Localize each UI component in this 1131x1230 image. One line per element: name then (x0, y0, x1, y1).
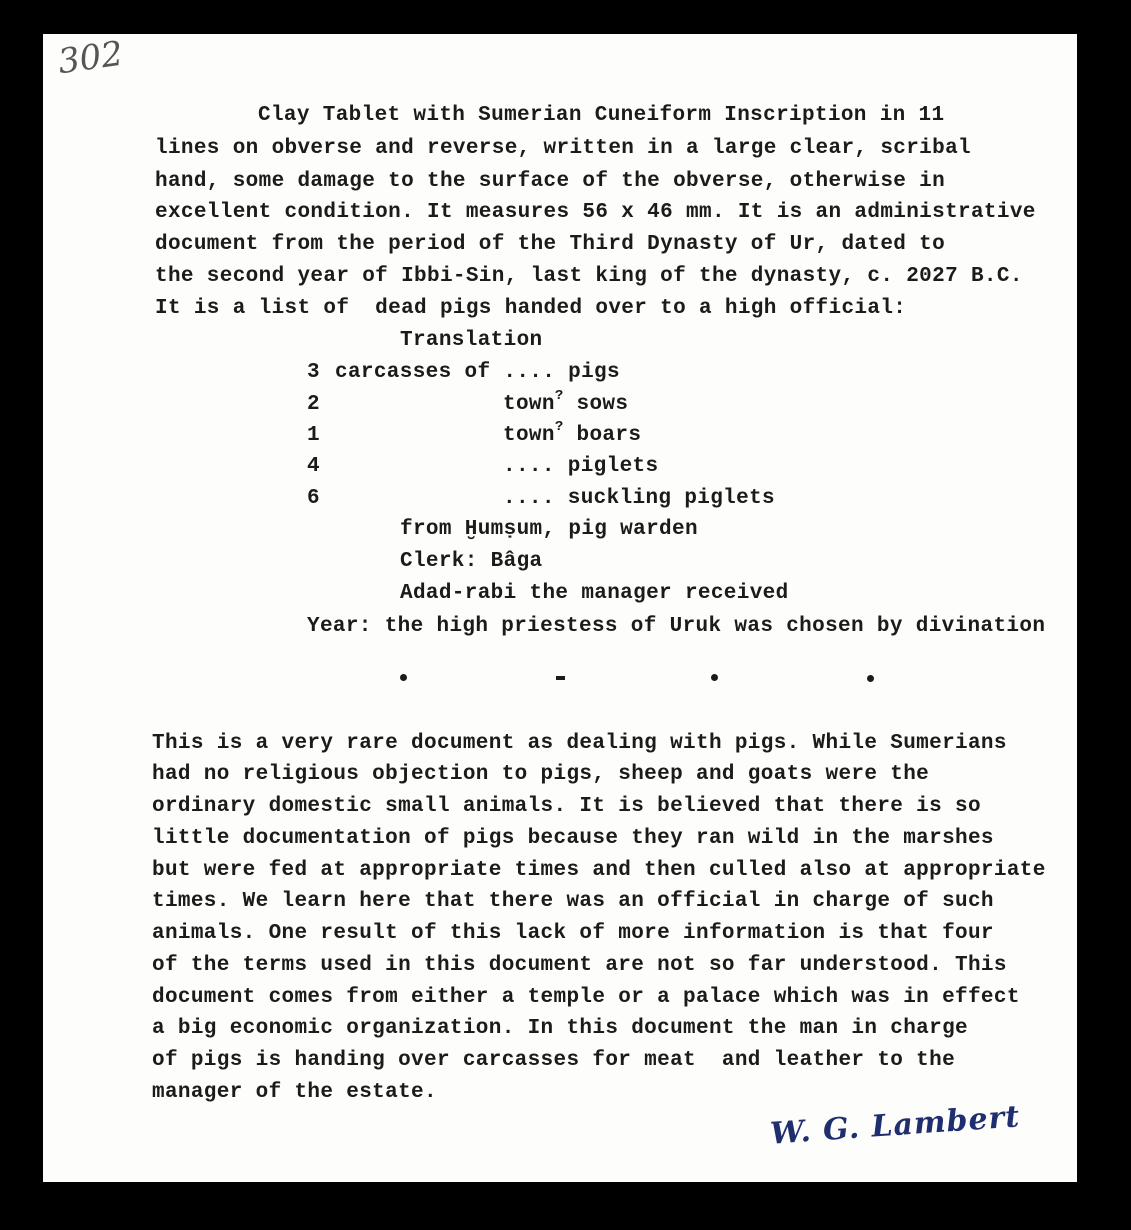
year-line: Year: the high priestess of Uruk was chosen by divination (307, 615, 1046, 638)
item-qty-2: 2 (307, 393, 320, 416)
commentary-line-4: little documentation of pigs because they ran wild in the marshes (152, 827, 994, 850)
intro-line-7: It is a list of dead pigs handed over to a high official: (155, 297, 907, 320)
intro-line-5: document from the period of the Third Dynasty of Ur, dated to (155, 233, 946, 256)
separator-dot-3 (867, 675, 874, 682)
item-text-3: town? boars (503, 419, 642, 447)
item-qty-4: 4 (307, 455, 320, 478)
separator-dot-2 (711, 674, 718, 681)
commentary-line-5: but were fed at appropriate times and then culled also at appropriate (152, 859, 1046, 882)
commentary-line-11: of pigs is handing over carcasses for meat and leather to the (152, 1049, 956, 1072)
item-text-2: town? sows (503, 388, 629, 416)
handwritten-page-number: 302 (55, 33, 126, 83)
item-qty-3: 1 (307, 424, 320, 447)
intro-line-1: Clay Tablet with Sumerian Cuneiform Inscription in 11 (258, 104, 945, 127)
clerk-line: Clerk: Bâga (400, 550, 543, 573)
commentary-line-10: a big economic organization. In this document the man in charge (152, 1017, 968, 1040)
from-line: from Ḫumṣum, pig warden (400, 518, 698, 541)
commentary-line-9: document comes from either a temple or a palace which was in effect (152, 986, 1020, 1009)
item-text-1: carcasses of .... pigs (335, 361, 620, 384)
intro-line-6: the second year of Ibbi-Sin, last king of the dynasty, c. 2027 B.C. (155, 265, 1023, 288)
item-text-5: .... suckling piglets (503, 487, 775, 510)
commentary-line-7: animals. One result of this lack of more information is that four (152, 922, 994, 945)
commentary-line-2: had no religious objection to pigs, sheep and goats were the (152, 763, 930, 786)
intro-line-4: excellent condition. It measures 56 x 46 mm. It is an administrative (155, 201, 1036, 224)
separator-dot-1 (400, 674, 407, 681)
intro-line-2: lines on obverse and reverse, written in a large clear, scribal (155, 137, 971, 160)
separator-dash (556, 676, 565, 680)
signature: W. G. Lambert (769, 1099, 1022, 1152)
item-qty-1: 3 (307, 361, 320, 384)
commentary-line-8: of the terms used in this document are not so far understood. This (152, 954, 1007, 977)
commentary-line-6: times. We learn here that there was an official in charge of such (152, 890, 994, 913)
commentary-line-1: This is a very rare document as dealing with pigs. While Sumerians (152, 732, 1007, 755)
item-qty-5: 6 (307, 487, 320, 510)
commentary-line-3: ordinary domestic small animals. It is believed that there is so (152, 795, 981, 818)
translation-heading: Translation (400, 329, 543, 352)
intro-line-3: hand, some damage to the surface of the obverse, otherwise in (155, 170, 946, 193)
commentary-line-12: manager of the estate. (152, 1081, 437, 1104)
item-text-4: .... piglets (503, 455, 659, 478)
received-line: Adad-rabi the manager received (400, 582, 789, 605)
